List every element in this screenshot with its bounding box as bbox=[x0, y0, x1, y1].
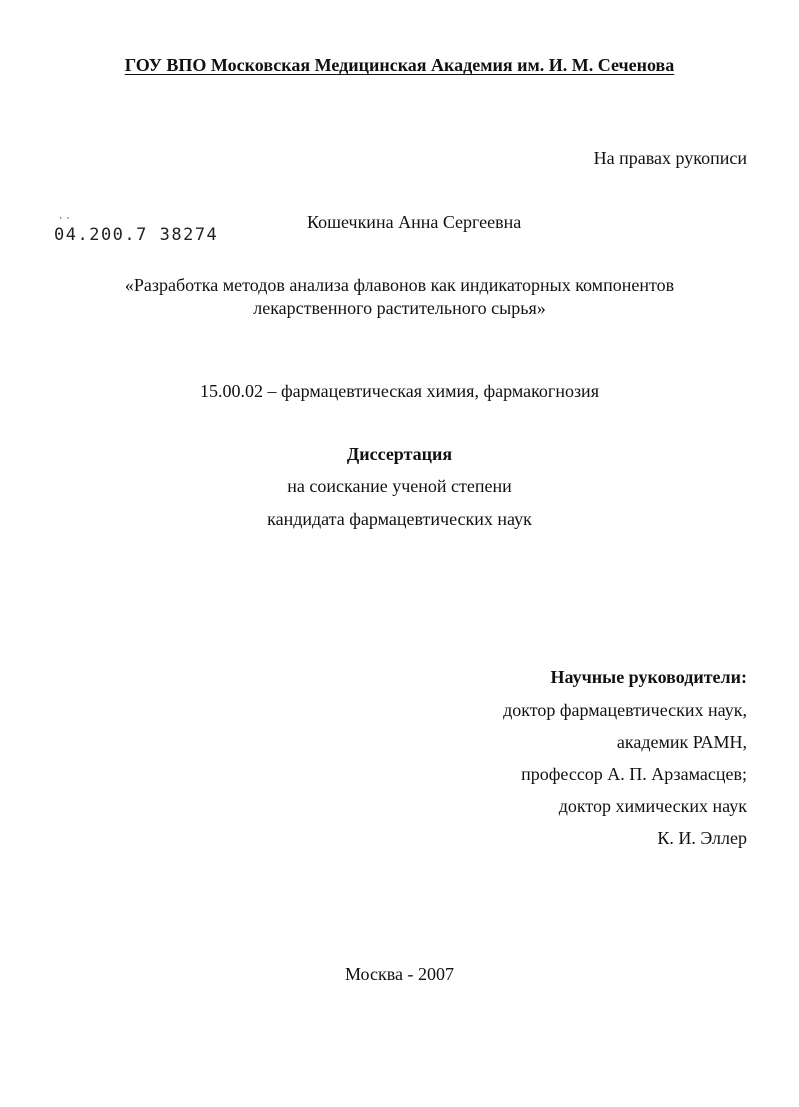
thesis-title-line-1: «Разработка методов анализа флавонов как индикаторных компонентов bbox=[124, 275, 675, 295]
author-name: Кошечкина Анна Сергеевна bbox=[307, 212, 522, 232]
stamp-marks: ·· bbox=[58, 214, 73, 224]
supervisor-line: академик РАМН, bbox=[616, 732, 747, 752]
city-year: Москва - 2007 bbox=[345, 964, 454, 984]
degree-line-2: кандидата фармацевтических наук bbox=[267, 509, 532, 529]
institution-header: ГОУ ВПО Московская Медицинская Академия им. И. М. Сеченова bbox=[124, 55, 675, 75]
supervisor-line: доктор фармацевтических наук, bbox=[503, 700, 747, 720]
supervisor-line: профессор А. П. Арзамасцев; bbox=[521, 764, 747, 784]
supervisors-heading: Научные руководители: bbox=[550, 667, 747, 687]
specialty-code: 15.00.02 – фармацевтическая химия, фармакогнозия bbox=[200, 381, 599, 401]
degree-line-1: на соискание ученой степени bbox=[287, 476, 512, 496]
thesis-title-line-2: лекарственного растительного сырья» bbox=[253, 298, 546, 318]
document-type-heading: Диссертация bbox=[346, 444, 453, 464]
registry-stamp: 04.200.7 38274 bbox=[54, 225, 219, 245]
supervisor-line: К. И. Эллер bbox=[657, 828, 747, 848]
supervisor-line: доктор химических наук bbox=[558, 796, 747, 816]
rights-note: На правах рукописи bbox=[593, 148, 747, 168]
